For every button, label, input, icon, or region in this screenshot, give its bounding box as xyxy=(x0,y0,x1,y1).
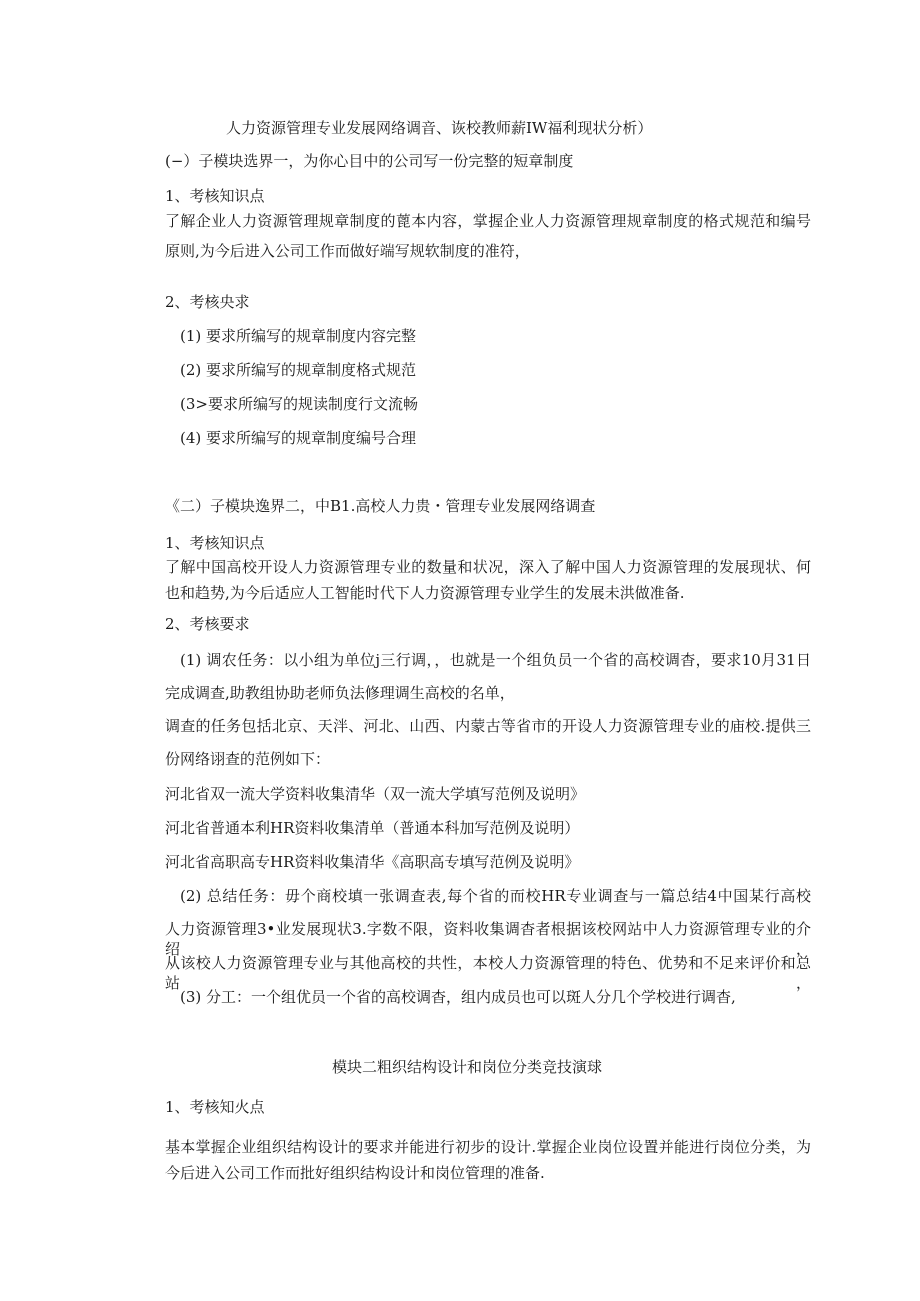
section2-knowledge-title: 1、考核知识点 xyxy=(165,534,265,552)
requirement-item-4: (4) 要求所编写的规章制度编号合理 xyxy=(180,429,417,447)
section2-requirements-title: 2、考核要求 xyxy=(165,615,250,633)
scope-line2: 份网络诩查的范例如下： xyxy=(165,750,331,768)
requirement-item-2: (2) 要求所编写的规章制度格式规范 xyxy=(180,361,417,379)
section3-knowledge-line1: 基本掌握企业组织结构设计的要求并能进行初步的设计.掌握企业岗位设置并能进行岗位分类，为 xyxy=(165,1138,811,1156)
example-item-3: 河北省高职高专HR资料收集清华《高职高专填写范例及说明》 xyxy=(165,853,580,871)
task2-line3: 从该校人力资源管理专业与其他高校的共性，本校人力资源管理的特色、优势和不足来评价和总站， xyxy=(165,954,811,992)
section3-knowledge-title: 1、考核知火点 xyxy=(165,1098,265,1116)
section1-requirements-title: 2、考核央求 xyxy=(165,293,250,311)
task3-line: (3) 分工：一个组优员一个省的高校调杳，组内成员也可以斑人分几个学校进行调杳, xyxy=(180,988,736,1006)
document-title: 人力资源管理专业发展网络调音、诙校教师薪IW福利现状分析） xyxy=(226,119,653,137)
task2-line1: (2) 总结任务：毋个商校填一张调查表,每个省的而校HR专业调查与一篇总结4中国某行高校 xyxy=(180,887,811,905)
section3-knowledge-line2: 今后进入公司工作而批好组织结构设计和岗位管理的准备. xyxy=(165,1164,545,1182)
section3-heading: 模块二粗织结构设计和岗位分类竞技演球 xyxy=(332,1058,603,1076)
requirement-item-3: (3>要求所编写的规读制度行文流畅 xyxy=(180,395,418,413)
section2-heading: 《二）子模块逸界二，中B1.高校人力贵・管理专业发展网络调查 xyxy=(165,497,596,515)
section1-knowledge-title: 1、考核知识点 xyxy=(165,187,265,205)
requirement-item-1: (1) 要求所编写的规章制度内容完整 xyxy=(180,327,417,345)
section2-knowledge-line2: 也和趋势,为今后适应人工智能时代下人力资源管理专业学生的发展未洪做准备. xyxy=(165,584,685,602)
section1-knowledge-line1: 了解企业人力资源管理规章制度的蓖本内容，掌握企业人力资源管理规章制度的格式规范和编号 xyxy=(165,212,811,230)
task2-line2: 人力资源管理3•业发展现状3.字数不限，资料收集调杳者根据该校网站中人力资源管理专业的介绍， xyxy=(165,920,811,958)
example-item-1: 河北省双一流大学资料收集清华（双一流大学填写范例及说明》 xyxy=(165,785,586,803)
section1-knowledge-line2: 原则,为今后进入公司工作而做好端写规软制度的准符， xyxy=(165,242,530,260)
example-item-2: 河北省普通本利HR资料收集清单（普通本科加写范例及说明） xyxy=(165,819,580,837)
task1-line2: 完成调查,助教组协助老师负法修理调生高校的名单， xyxy=(165,684,515,702)
section1-heading: (−）子模块选界一，为你心目中的公司写一份完整的短章制度 xyxy=(165,152,574,170)
scope-line1: 调查的任务包括北京、天泮、河北、山西、内蒙古等省市的开设人力资源管理专业的庙校.提供三 xyxy=(165,717,811,735)
section2-knowledge-line1: 了解中国高校开设人力资源管理专业的数量和状况，深入了解中国人力资源管理的发展现状、何 xyxy=(165,558,811,576)
task1-line1: (1) 调农任务：以小组为单位j三行调，，也就是一个组负员一个省的高校调杳，要求10月31日 xyxy=(180,651,811,669)
